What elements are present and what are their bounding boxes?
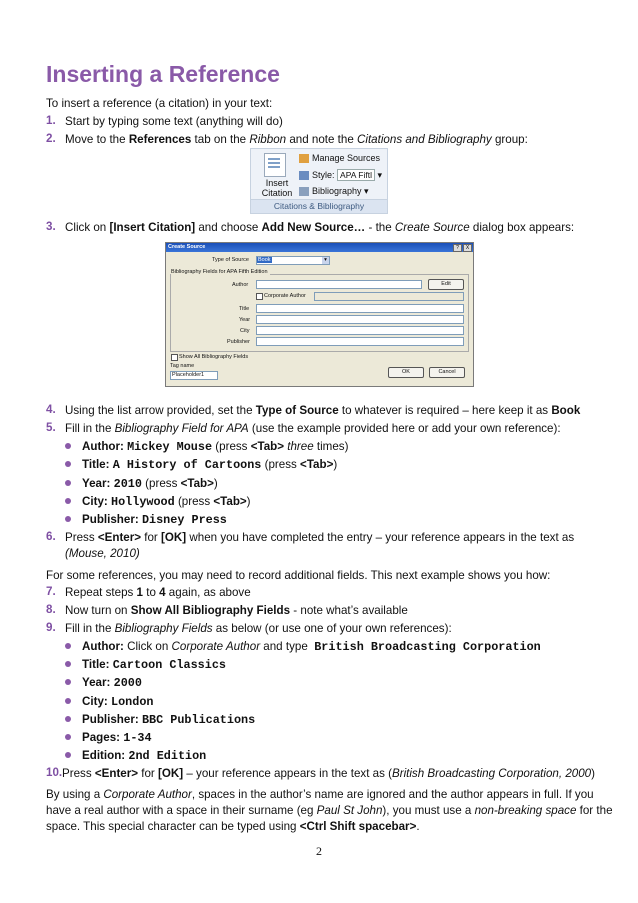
bullet-icon [65,443,71,449]
bullet-icon [65,716,71,722]
page-title: Inserting a Reference [46,61,280,87]
step-text: Click on [Insert Citation] and choose Add New Source… - the Create Source dialog box appears: [65,221,575,234]
style-icon [299,171,309,180]
list-item: City: Hollywood (press <Tab>) [65,494,251,510]
publisher-field[interactable] [256,337,464,346]
bullet-icon [65,498,71,504]
show-all-fields-checkbox[interactable] [171,354,178,361]
bullet-icon [65,752,71,758]
bibliography-button[interactable]: Bibliography ▾ [299,186,369,197]
manage-sources-icon [299,154,309,163]
cancel-button[interactable]: Cancel [429,367,465,378]
ribbon-citations-group [250,148,388,214]
list-item: Title: A History of Cartoons (press <Tab>) [65,457,337,473]
insert-citation-button[interactable]: Insert Citation [261,178,293,198]
list-item: Year: 2010 (press <Tab>) [65,476,218,492]
author-label: Author [232,282,249,288]
step-text: Move to the References tab on the Ribbon and note the Citations and Bibliography group: [65,133,528,146]
bullet-icon [65,679,71,685]
frame-label: Bibliography Fields for APA Fifth Edition [171,269,268,275]
year-label: Year [239,317,251,323]
paragraph: For some references, you may need to record additional fields. This next example shows you how: [46,569,551,582]
step-number: 6. [46,530,56,543]
publisher-label: Publisher [227,339,250,345]
intro-text: To insert a reference (a citation) in your text: [46,97,273,110]
ribbon-group-label: Citations & Bibliography [251,199,387,213]
tag-name-field[interactable]: Placeholder1 [170,371,218,380]
bullet-icon [65,661,71,667]
list-item: Publisher: Disney Press [65,512,227,528]
author-field[interactable] [256,280,422,289]
title-field[interactable] [256,304,464,313]
edit-button[interactable]: Edit [428,279,464,290]
chevron-down-icon[interactable]: ▾ [322,257,329,264]
type-of-source-select[interactable]: Book ▾ [256,256,330,265]
city-label: City [240,328,250,334]
show-all-fields-label: Show All Bibliography Fields [179,354,249,360]
step-text: Fill in the Bibliography Field for APA (use the example provided here or add your own reference): [65,422,561,435]
step-text: Press <Enter> for [OK] – your reference appears in the text as (British Broadcasting Corporation, 2000) [62,767,595,780]
page-number: 2 [316,844,322,858]
list-item: Author: Click on Corporate Author and type British Broadcasting Corporation [65,639,541,655]
step-text-continued: (Mouse, 2010) [65,547,140,560]
corporate-author-checkbox[interactable] [256,293,263,300]
list-item: Author: Mickey Mouse (press <Tab> three times) [65,439,348,455]
list-item: Pages: 1-34 [65,730,152,746]
title-label: Title [239,306,250,312]
bullet-icon [65,643,71,649]
step-text: Using the list arrow provided, set the Type of Source to whatever is required – here keep it as Book [65,404,581,417]
step-text: Repeat steps 1 to 4 again, as above [65,586,251,599]
corporate-author-field[interactable] [314,292,464,301]
style-selector[interactable]: Style: APA Fiftl ▾ [299,169,382,181]
step-text: Press <Enter> for [OK] when you have completed the entry – your reference appears in the text as [65,531,575,544]
manage-sources-button[interactable]: Manage Sources [299,153,380,163]
bullet-icon [65,734,71,740]
corporate-author-label: Corporate Author [264,293,306,299]
city-field[interactable] [256,326,464,335]
list-item: City: London [65,694,153,710]
close-icon[interactable]: X [463,244,472,252]
insert-citation-icon[interactable] [264,153,286,177]
step-number: 7. [46,585,56,598]
step-number: 5. [46,421,56,434]
list-item: Publisher: BBC Publications [65,712,255,728]
step-text: Fill in the Bibliography Fields as below (or use one of your own references): [65,622,452,635]
step-text: Start by typing some text (anything will do) [65,115,283,128]
help-icon[interactable]: ? [453,244,462,252]
step-number: 9. [46,621,56,634]
list-item: Title: Cartoon Classics [65,657,226,673]
step-number: 1. [46,114,56,127]
bullet-icon [65,480,71,486]
step-text: Now turn on Show All Bibliography Fields - note what’s available [65,604,408,617]
step-number: 2. [46,132,56,145]
list-item: Edition: 2nd Edition [65,748,206,764]
list-item: Year: 2000 [65,675,142,691]
bullet-icon [65,516,71,522]
step-number: 4. [46,403,56,416]
tag-name-label: Tag name [170,363,195,369]
type-of-source-label: Type of Source [212,257,249,263]
step-number: 3. [46,220,56,233]
bullet-icon [65,698,71,704]
bullet-icon [65,461,71,467]
dialog-title: Create Source [166,243,473,252]
create-source-dialog [165,242,474,387]
step-number: 8. [46,603,56,616]
bibliography-icon [299,187,309,196]
step-number: 10. [46,766,63,779]
year-field[interactable] [256,315,464,324]
ok-button[interactable]: OK [388,367,424,378]
